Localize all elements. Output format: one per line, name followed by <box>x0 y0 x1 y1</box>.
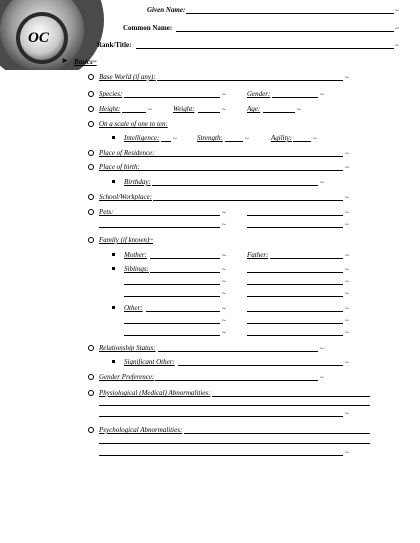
physiological-label: Physiological (Medical) Abnormalities: <box>99 389 211 397</box>
birthday-field[interactable] <box>152 185 318 186</box>
psychological-label: Psychological Abnormalities: <box>99 426 183 434</box>
circle-bullet-icon <box>88 345 94 351</box>
tilde: ~ <box>222 305 226 313</box>
gender-label: Gender: <box>247 90 271 98</box>
siblings-field[interactable] <box>247 272 343 273</box>
mother-field[interactable] <box>150 258 220 259</box>
agility-field[interactable] <box>293 141 311 142</box>
circle-bullet-icon <box>88 74 94 80</box>
rank-title-field[interactable] <box>136 48 394 49</box>
tilde: ~ <box>222 317 226 325</box>
circle-bullet-icon <box>88 121 94 127</box>
pets-label: Pets: <box>99 208 114 216</box>
physiological-field[interactable] <box>99 416 343 417</box>
height-label: Height: <box>99 105 121 113</box>
siblings-field[interactable] <box>247 296 343 297</box>
circle-bullet-icon <box>88 209 94 215</box>
strength-field[interactable] <box>225 141 243 142</box>
tilde: ~ <box>345 209 349 217</box>
agility-label: Agility: <box>271 134 292 142</box>
relationship-status-field[interactable] <box>158 351 318 352</box>
tilde: ~ <box>222 329 226 337</box>
psychological-field[interactable] <box>99 443 370 444</box>
tilde: ~ <box>320 345 324 353</box>
circle-bullet-icon <box>88 106 94 112</box>
square-bullet-icon <box>112 267 115 270</box>
tilde: ~ <box>345 290 349 298</box>
tilde: ~ <box>313 135 317 143</box>
arrow-bullet-icon: ➤ <box>61 56 68 65</box>
relationship-status-label: Relationship Status: <box>99 344 156 352</box>
intelligence-field[interactable] <box>161 141 171 142</box>
species-label: Species: <box>99 90 123 98</box>
age-label: Age: <box>247 105 261 113</box>
physiological-field[interactable] <box>212 396 370 397</box>
common-name-label: Common Name: <box>123 24 173 32</box>
tilde: ~ <box>345 221 349 229</box>
tilde: ~ <box>345 449 349 457</box>
birthday-label: Birthday: <box>124 178 151 186</box>
place-of-birth-label: Place of birth: <box>99 163 140 171</box>
tilde: ~ <box>345 252 349 260</box>
other-label: Other: <box>124 304 143 312</box>
square-bullet-icon <box>112 306 115 309</box>
place-of-residence-label: Place of Residence: <box>99 149 155 157</box>
weight-field[interactable] <box>198 112 220 113</box>
tilde: ~ <box>345 278 349 286</box>
other-field[interactable] <box>124 323 220 324</box>
age-field[interactable] <box>263 112 295 113</box>
tilde: ~ <box>320 374 324 382</box>
physiological-field[interactable] <box>99 405 370 406</box>
tilde: ~ <box>345 266 349 274</box>
weight-label: Weight: <box>173 105 195 113</box>
tilde: ~ <box>395 7 399 15</box>
siblings-field[interactable] <box>247 284 343 285</box>
common-name-field[interactable] <box>176 31 394 32</box>
tilde: ~ <box>345 317 349 325</box>
tilde: ~ <box>345 74 349 82</box>
square-bullet-icon <box>112 253 115 256</box>
pets-field[interactable] <box>247 227 343 228</box>
tilde: ~ <box>222 266 226 274</box>
other-field[interactable] <box>247 311 343 312</box>
tilde: ~ <box>345 305 349 313</box>
square-bullet-icon <box>112 360 115 363</box>
other-field[interactable] <box>124 335 220 336</box>
father-label: Father: <box>247 251 269 259</box>
logo-text: OC <box>28 30 49 46</box>
given-name-field[interactable] <box>186 13 394 14</box>
circle-bullet-icon <box>88 374 94 380</box>
circle-bullet-icon <box>88 91 94 97</box>
place-of-birth-field[interactable] <box>139 170 343 171</box>
circle-bullet-icon <box>88 237 94 243</box>
tilde: ~ <box>395 42 399 50</box>
significant-other-field[interactable] <box>178 365 343 366</box>
tilde: ~ <box>222 209 226 217</box>
mother-label: Mother: <box>124 251 147 259</box>
school-workplace-label: School/Workplace: <box>99 193 153 201</box>
tilde: ~ <box>345 410 349 418</box>
tilde: ~ <box>222 221 226 229</box>
base-world-label: Base World (if any): <box>99 73 156 81</box>
gender-field[interactable] <box>272 97 318 98</box>
tilde: ~ <box>320 179 324 187</box>
tilde: ~ <box>345 329 349 337</box>
tilde: ~ <box>345 150 349 158</box>
circle-bullet-icon <box>88 194 94 200</box>
pets-field[interactable] <box>113 215 220 216</box>
tilde: ~ <box>222 106 226 114</box>
square-bullet-icon <box>112 136 115 139</box>
siblings-field[interactable] <box>124 296 220 297</box>
pets-field[interactable] <box>247 215 343 216</box>
other-field[interactable] <box>146 311 220 312</box>
gender-preference-label: Gender Preference: <box>99 373 155 381</box>
siblings-field[interactable] <box>150 272 220 273</box>
gender-preference-field[interactable] <box>155 380 318 381</box>
circle-bullet-icon <box>88 150 94 156</box>
pets-field[interactable] <box>99 227 220 228</box>
circle-bullet-icon <box>88 390 94 396</box>
rank-title-label: Rank/Title: <box>97 41 132 49</box>
tilde: ~ <box>222 278 226 286</box>
place-of-residence-field[interactable] <box>154 156 343 157</box>
section-title: Basics~ <box>74 58 97 66</box>
given-name-label: Given Name: <box>147 6 186 14</box>
tilde: ~ <box>173 135 177 143</box>
scale-label: On a scale of one to ten: <box>99 120 168 128</box>
square-bullet-icon <box>112 180 115 183</box>
tilde: ~ <box>345 194 349 202</box>
tilde: ~ <box>245 135 249 143</box>
circle-bullet-icon <box>88 427 94 433</box>
height-field[interactable] <box>122 112 146 113</box>
intelligence-label: Intelligence: <box>124 134 160 142</box>
other-field[interactable] <box>247 335 343 336</box>
tilde: ~ <box>345 164 349 172</box>
tilde: ~ <box>345 359 349 367</box>
species-field[interactable] <box>124 97 220 98</box>
tilde: ~ <box>222 91 226 99</box>
other-field[interactable] <box>247 323 343 324</box>
significant-other-label: Significant Other: <box>124 358 175 366</box>
strength-label: Strength: <box>197 134 223 142</box>
tilde: ~ <box>222 290 226 298</box>
tilde: ~ <box>395 25 399 33</box>
tilde: ~ <box>222 252 226 260</box>
siblings-label: Siblings: <box>124 265 149 273</box>
tilde: ~ <box>148 106 152 114</box>
psychological-field[interactable] <box>184 433 370 434</box>
father-field[interactable] <box>270 258 343 259</box>
tilde: ~ <box>297 106 301 114</box>
tilde: ~ <box>320 91 324 99</box>
base-world-field[interactable] <box>157 80 343 81</box>
psychological-field[interactable] <box>99 455 343 456</box>
school-workplace-field[interactable] <box>153 200 343 201</box>
circle-bullet-icon <box>88 164 94 170</box>
family-label: Family (if known)~ <box>99 236 153 244</box>
siblings-field[interactable] <box>124 284 220 285</box>
